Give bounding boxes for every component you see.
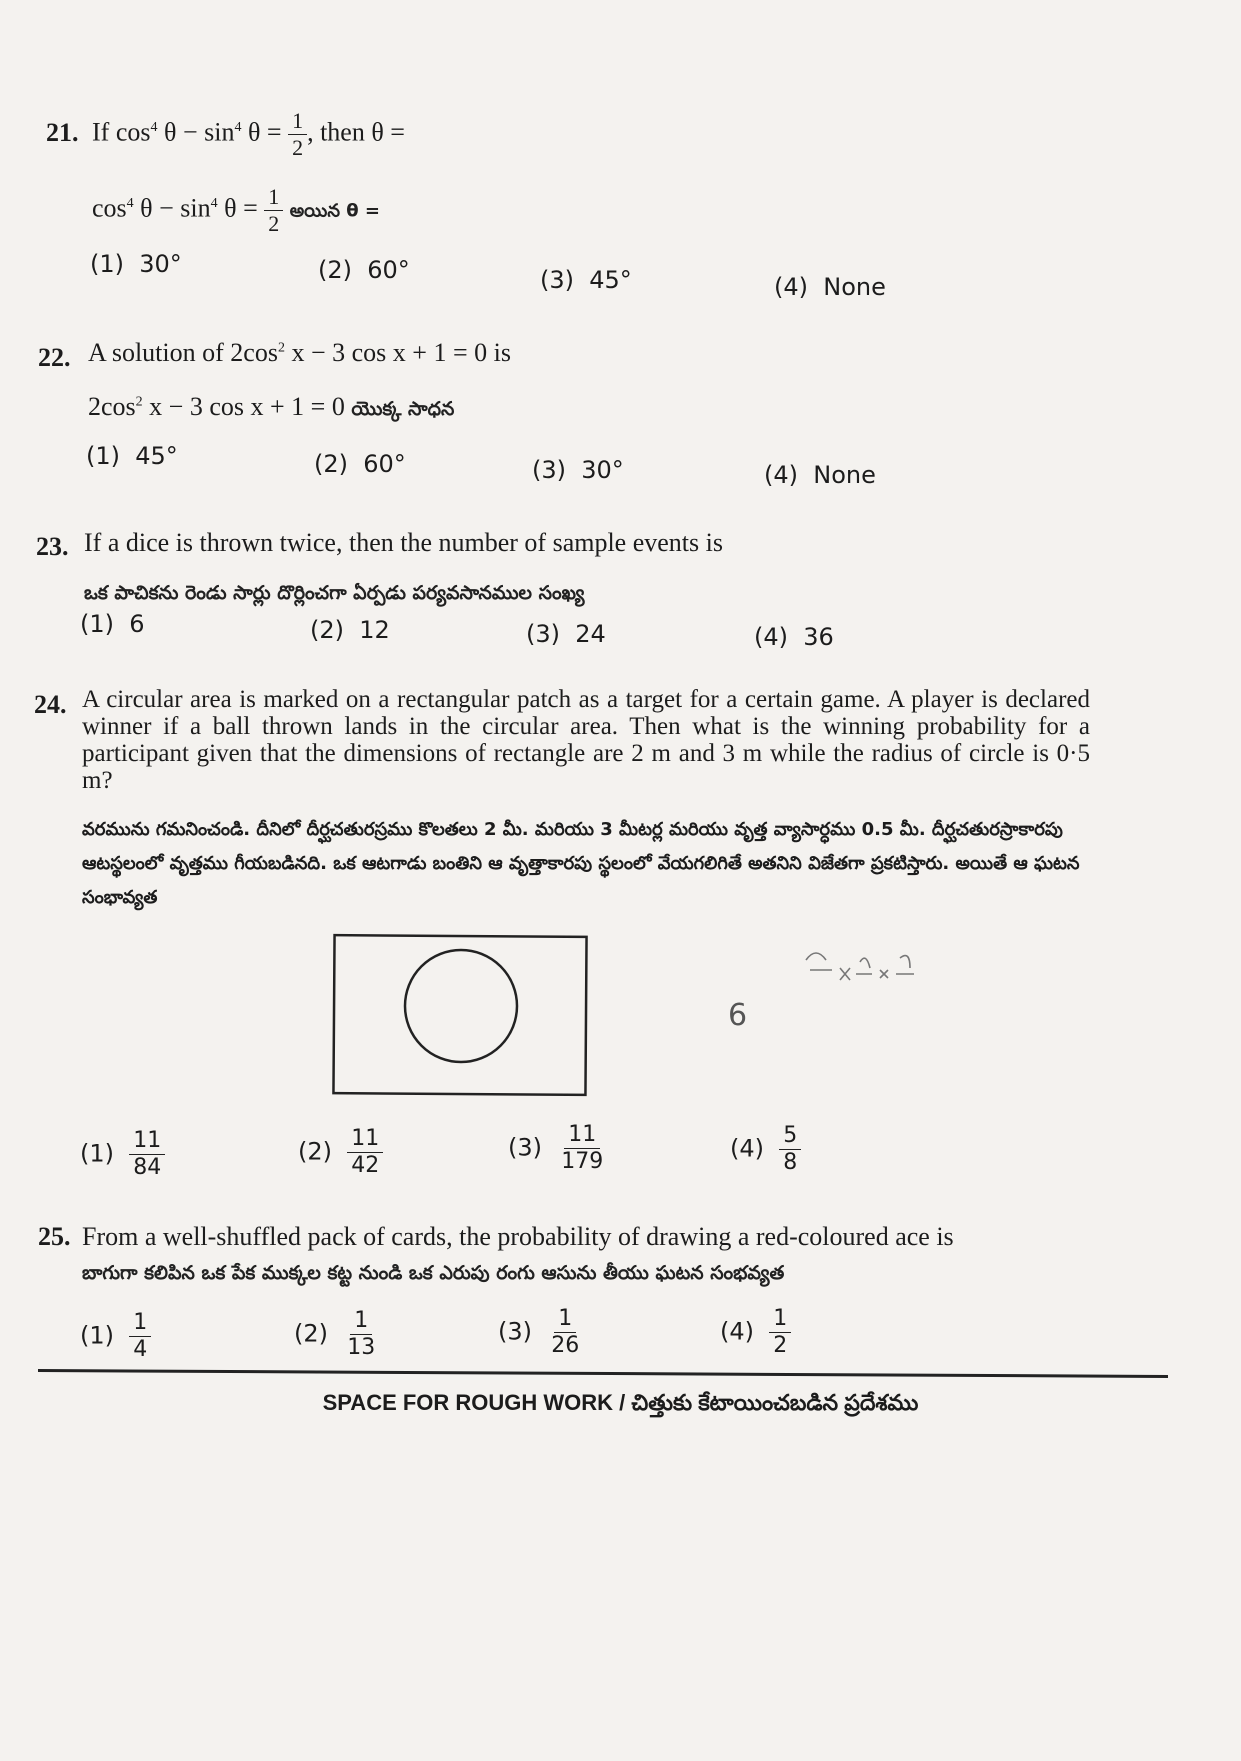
divider-line xyxy=(38,1369,1168,1378)
option-3[interactable]: (3) $\frac{1}{26}$ xyxy=(498,1306,580,1358)
question-22-telugu: $2\cos^2$ x − 3 cos x + 1 = 0 యొక్క సాధన xyxy=(88,392,455,421)
question-number: 22. xyxy=(38,343,71,372)
question-21-telugu: $\cos^4 \theta - \sin^4 \theta$ = $\frac{1}{2}$ అయిన θ = xyxy=(92,184,380,236)
option-4[interactable]: (4) 36 xyxy=(754,623,834,651)
handwritten-answer: 6 xyxy=(728,998,748,1033)
question-22-english: A solution of $2\cos^2$ x − 3 cos x + 1 = 0 is xyxy=(88,338,511,367)
option-1[interactable]: (1) 30° xyxy=(90,250,182,278)
option-3[interactable]: (3) 30° xyxy=(532,456,624,484)
option-1[interactable]: (1) $\frac{11}{84}$ xyxy=(80,1130,165,1179)
option-4[interactable]: (4) $\frac{5}{8}$ xyxy=(730,1125,801,1174)
rectangle-with-circle-figure xyxy=(328,930,592,1100)
question-number: 21. xyxy=(46,118,79,147)
option-4[interactable]: (4) None xyxy=(764,461,876,489)
option-2[interactable]: (2) $\frac{1}{13}$ xyxy=(294,1308,376,1360)
rectangle-patch xyxy=(333,935,586,1095)
option-2[interactable]: (2) 60° xyxy=(314,450,406,478)
option-3[interactable]: (3) $\frac{11}{179}$ xyxy=(508,1122,604,1174)
question-25-telugu: బాగుగా కలిపిన ఒక పేక ముక్కల కట్ట నుండి ఒక ఎరుపు రంగు ఆసును తీయు ఘటన సంభవ్యత xyxy=(82,1262,785,1284)
option-2[interactable]: (2) 60° xyxy=(318,256,410,284)
option-1[interactable]: (1) 6 xyxy=(80,610,145,638)
question-21-english: If $\cos^4 \theta - \sin^4 \theta$ = $\frac{1}{2}$ , then θ = xyxy=(92,108,405,160)
option-1[interactable]: (1) 45° xyxy=(86,442,178,470)
question-24-telugu: వరమును గమనించండి. దీనిలో దీర్ఘచతురస్రము కొలతలు 2 మీ. మరియు 3 మీటర్ల మరియు వృత్త వ్యాసార్ధము 0.5 మీ. దీర్ఘచతురస్రాకారపు ఆటస్థలంలో వృత్తము గీయబడినది. ఒక ఆటగాడు బంతిని ఆ వృత్తాకారపు స్థలంలో వేయగలిగితే అతనిని విజేతగా ప్రకటిస్తారు. అయితే ఆ ఘటన సంభావ్యత xyxy=(82,819,1080,908)
option-3[interactable]: (3) 24 xyxy=(526,620,606,648)
question-23-english: If a dice is thrown twice, then the number of sample events is xyxy=(84,528,723,557)
question-number: 23. xyxy=(36,532,69,561)
option-2[interactable]: (2) $\frac{11}{42}$ xyxy=(298,1128,383,1177)
option-3[interactable]: (3) 45° xyxy=(540,266,632,294)
question-24-english: A circular area is marked on a rectangular patch as a target for a certain game. A player is declared winner if a ball thrown lands in the circular area. Then what is the winning probability for a participant given that the dimensions of rectangle are 2 m and 3 m while the radius of circle is 0·5 m? xyxy=(82,686,1090,794)
question-number: 25. xyxy=(38,1222,71,1251)
rough-work-footer: SPACE FOR ROUGH WORK / చిత్తుకు కేటాయించబడిన ప్రదేశము xyxy=(322,1390,919,1415)
handwritten-scribble xyxy=(800,940,950,1000)
option-4[interactable]: (4) $\frac{1}{2}$ xyxy=(720,1308,791,1357)
option-1[interactable]: (1) $\frac{1}{4}$ xyxy=(80,1312,151,1361)
option-4[interactable]: (4) None xyxy=(774,273,886,301)
question-number: 24. xyxy=(34,690,67,719)
option-2[interactable]: (2) 12 xyxy=(310,616,390,644)
question-25-english: From a well-shuffled pack of cards, the probability of drawing a red-coloured ace is xyxy=(82,1222,954,1251)
circle-target xyxy=(405,950,517,1062)
question-23-telugu: ఒక పాచికను రెండు సార్లు దొర్లించగా ఏర్పడు పర్యవసానముల సంఖ్య xyxy=(84,582,585,604)
